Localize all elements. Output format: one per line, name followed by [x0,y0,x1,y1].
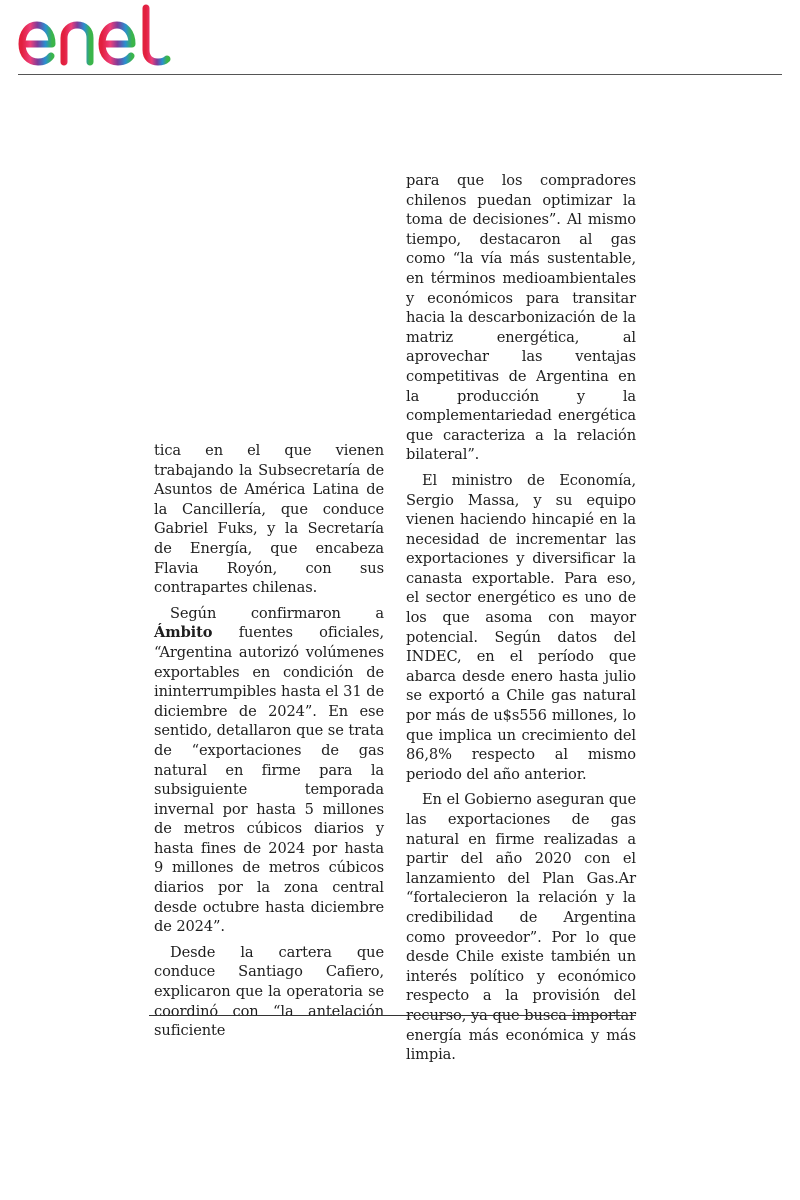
paragraph: El ministro de Economía, Sergio Massa, y su equipo vienen haciendo hincapié en la necesidad de incrementar las exportaciones y diversificar la canasta exportable. Para eso, el sector energético es uno de los que asoma con mayor potencial. Según datos del INDEC, en el período que abarca desde enero hasta julio se exportó a Chile gas natural por más de u$s556 millones, lo que implica un crecimiento del 86,8% respecto al mismo periodo del año anterior. [406,471,636,783]
page-header [0,0,800,80]
article-right-column [406,171,636,1065]
enel-logo [18,4,180,66]
paragraph [154,604,384,937]
article-end-divider [149,1015,636,1016]
paragraph: para que los compradores chilenos puedan optimizar la toma de decisiones”. Al mismo tiempo, destacaron al gas como “la vía más sustentable, en términos medioambientales y económicos para transitar hacia la descarbonización de la matriz energética, al aprovechar las ventajas competitivas de Argentina en la producción y la complementariedad energética que caracteriza a la relación bilateral”. [406,172,636,464]
header-divider [18,74,782,75]
paragraph-text: fuentes oficiales, “Argentina autorizó volúmenes exportables en condición de ininterrumpibles hasta el 31 de diciembre de 2024”. En ese sentido, detallaron que se trata de “exportaciones de gas natural en firme para la subsiguiente temporada invernal por hasta 5 millones de metros cúbicos diarios y hasta fines de 2024 por hasta 9 millones de metros cúbicos diarios por la zona central desde octubre hasta diciembre de 2024”. [154,624,384,936]
paragraph: Desde la cartera que conduce Santiago Cafiero, explicaron que la operatoria se coordinó con “la antelación suficiente [154,943,384,1040]
publication-name: Ámbito [154,624,213,642]
paragraph: En el Gobierno aseguran que las exportaciones de gas natural en firme realizadas a partir del año 2020 con el lanzamiento del Plan Gas.Ar “fortalecieron la relación y la credibilidad de Argentina como proveedor”. Por lo que desde Chile existe también un interés político y económico respecto a la provisión del recurso, ya que busca importar energía más económica y más limpia. [406,791,636,1064]
paragraph-text: Según confirmaron a [170,604,384,622]
paragraph: tica en el que vienen trabajando la Subsecretaría de Asuntos de América Latina de la Cancillería, que conduce Gabriel Fuks, y la Secretaría de Energía, que encabeza Flavia Royón, con sus contrapartes chilenas. [154,442,384,597]
article-left-column [154,441,384,1041]
